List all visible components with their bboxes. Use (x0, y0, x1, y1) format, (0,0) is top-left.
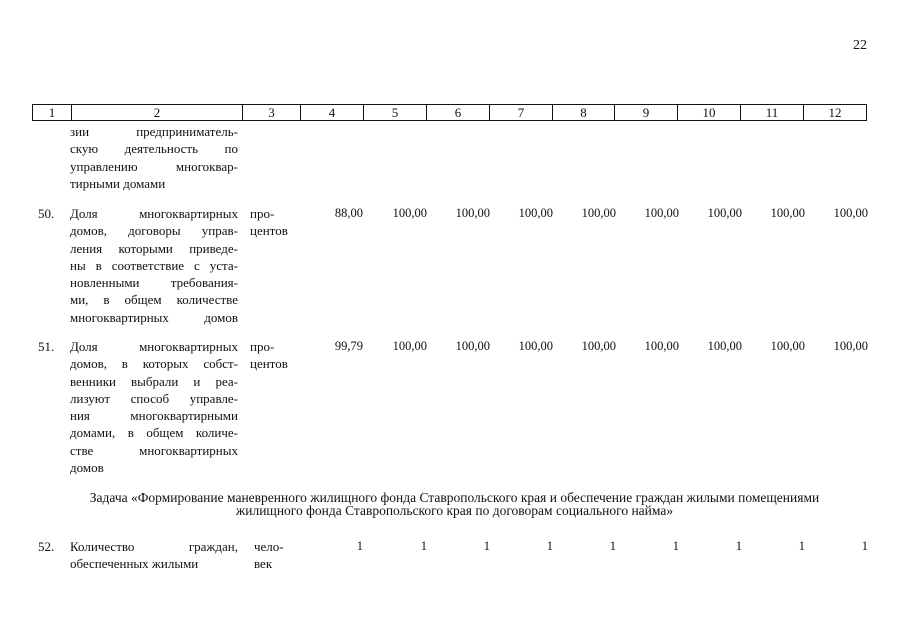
text-line: зии предприниматель- (70, 124, 238, 139)
text-line: Количество граждан, (70, 539, 238, 554)
unit-line: век (254, 556, 273, 572)
unit-line: центов (250, 356, 288, 372)
value-cell-col5: 100,00 (392, 339, 427, 353)
value-cell-col6: 1 (483, 539, 490, 553)
value-cell-col7: 100,00 (518, 206, 553, 220)
row-number: 52. (38, 539, 55, 554)
value-cell-col8: 100,00 (581, 206, 616, 220)
value-cell-col5: 1 (420, 539, 427, 553)
text-line: ния многоквартирными (70, 408, 238, 424)
text-line: лизуют способ управле- (70, 390, 238, 406)
unit-line: про- (250, 206, 275, 221)
value-cell-col10: 100,00 (707, 206, 742, 220)
row-unit (254, 538, 284, 573)
value-cell-col12: 1 (861, 539, 868, 553)
value-cell-col8: 100,00 (581, 339, 616, 353)
value-cell-col8: 1 (609, 539, 616, 553)
text-line: стве многоквартирных (70, 442, 238, 458)
text-line: тирными домами (70, 175, 166, 191)
value-cell-col11: 1 (798, 539, 805, 553)
row-description (70, 205, 238, 326)
header-cell-7: 7 (490, 105, 553, 120)
text-line: обеспеченных жилыми (70, 556, 199, 572)
text-line: многоквартирных домов (70, 309, 238, 325)
header-cell-9: 9 (615, 105, 678, 120)
header-cell-11: 11 (741, 105, 804, 120)
row-description (70, 338, 238, 476)
unit-line: чело- (254, 539, 284, 554)
header-cell-8: 8 (553, 105, 615, 120)
continuation-text (70, 123, 238, 192)
row-number: 50. (38, 206, 55, 221)
value-cell-col6: 100,00 (455, 339, 490, 353)
value-cell-col4: 99,79 (334, 339, 363, 353)
value-cell-col9: 100,00 (644, 206, 679, 220)
text-line: венники выбрали и реа- (70, 373, 238, 389)
task-heading-line1: Задача «Формирование маневренного жилищного фонда Ставропольского края и обеспечение граждан жилыми помещениями (89, 490, 820, 505)
value-cell-col10: 100,00 (707, 339, 742, 353)
text-line: домов, в которых собст- (70, 356, 238, 372)
value-cell-col11: 100,00 (770, 206, 805, 220)
header-cell-1: 1 (33, 105, 72, 120)
value-cell-col6: 100,00 (455, 206, 490, 220)
header-cell-2: 2 (72, 105, 243, 120)
text-line: новленными требования- (70, 275, 238, 291)
row-unit (250, 205, 288, 240)
row-description (70, 538, 238, 573)
value-cell-col7: 1 (546, 539, 553, 553)
value-cell-col4: 1 (356, 539, 363, 553)
text-line: Доля многоквартирных (70, 339, 238, 354)
text-line: Доля многоквартирных (70, 206, 238, 221)
value-cell-col10: 1 (735, 539, 742, 553)
header-cell-5: 5 (364, 105, 427, 120)
header-cell-4: 4 (301, 105, 364, 120)
task-heading (40, 491, 869, 517)
text-line: ми, в общем количестве (70, 292, 238, 308)
text-line: домами, в общем количе- (70, 425, 238, 441)
table-header-row (32, 104, 867, 121)
header-cell-10: 10 (678, 105, 741, 120)
text-line: ны в соответствие с уста- (70, 257, 238, 273)
row-number: 51. (38, 339, 55, 354)
text-line: управлению многоквар- (70, 158, 238, 174)
text-line: ления которыми приведе- (70, 240, 238, 256)
unit-line: про- (250, 339, 275, 354)
text-line: домов, договоры управ- (70, 223, 238, 239)
value-cell-col7: 100,00 (518, 339, 553, 353)
header-cell-6: 6 (427, 105, 490, 120)
text-line: скую деятельность по (70, 141, 238, 157)
text-line: домов (70, 460, 104, 476)
value-cell-col12: 100,00 (833, 206, 868, 220)
value-cell-col12: 100,00 (833, 339, 868, 353)
value-cell-col11: 100,00 (770, 339, 805, 353)
row-unit (250, 338, 288, 373)
unit-line: центов (250, 223, 288, 239)
value-cell-col9: 1 (672, 539, 679, 553)
task-heading-line2: жилищного фонда Ставропольского края по договорам социального найма» (235, 503, 674, 518)
value-cell-col5: 100,00 (392, 206, 427, 220)
header-cell-12: 12 (828, 105, 842, 120)
page-number: 22 (853, 38, 867, 53)
header-cell-3: 3 (243, 105, 301, 120)
value-cell-col4: 88,00 (334, 206, 363, 220)
value-cell-col9: 100,00 (644, 339, 679, 353)
